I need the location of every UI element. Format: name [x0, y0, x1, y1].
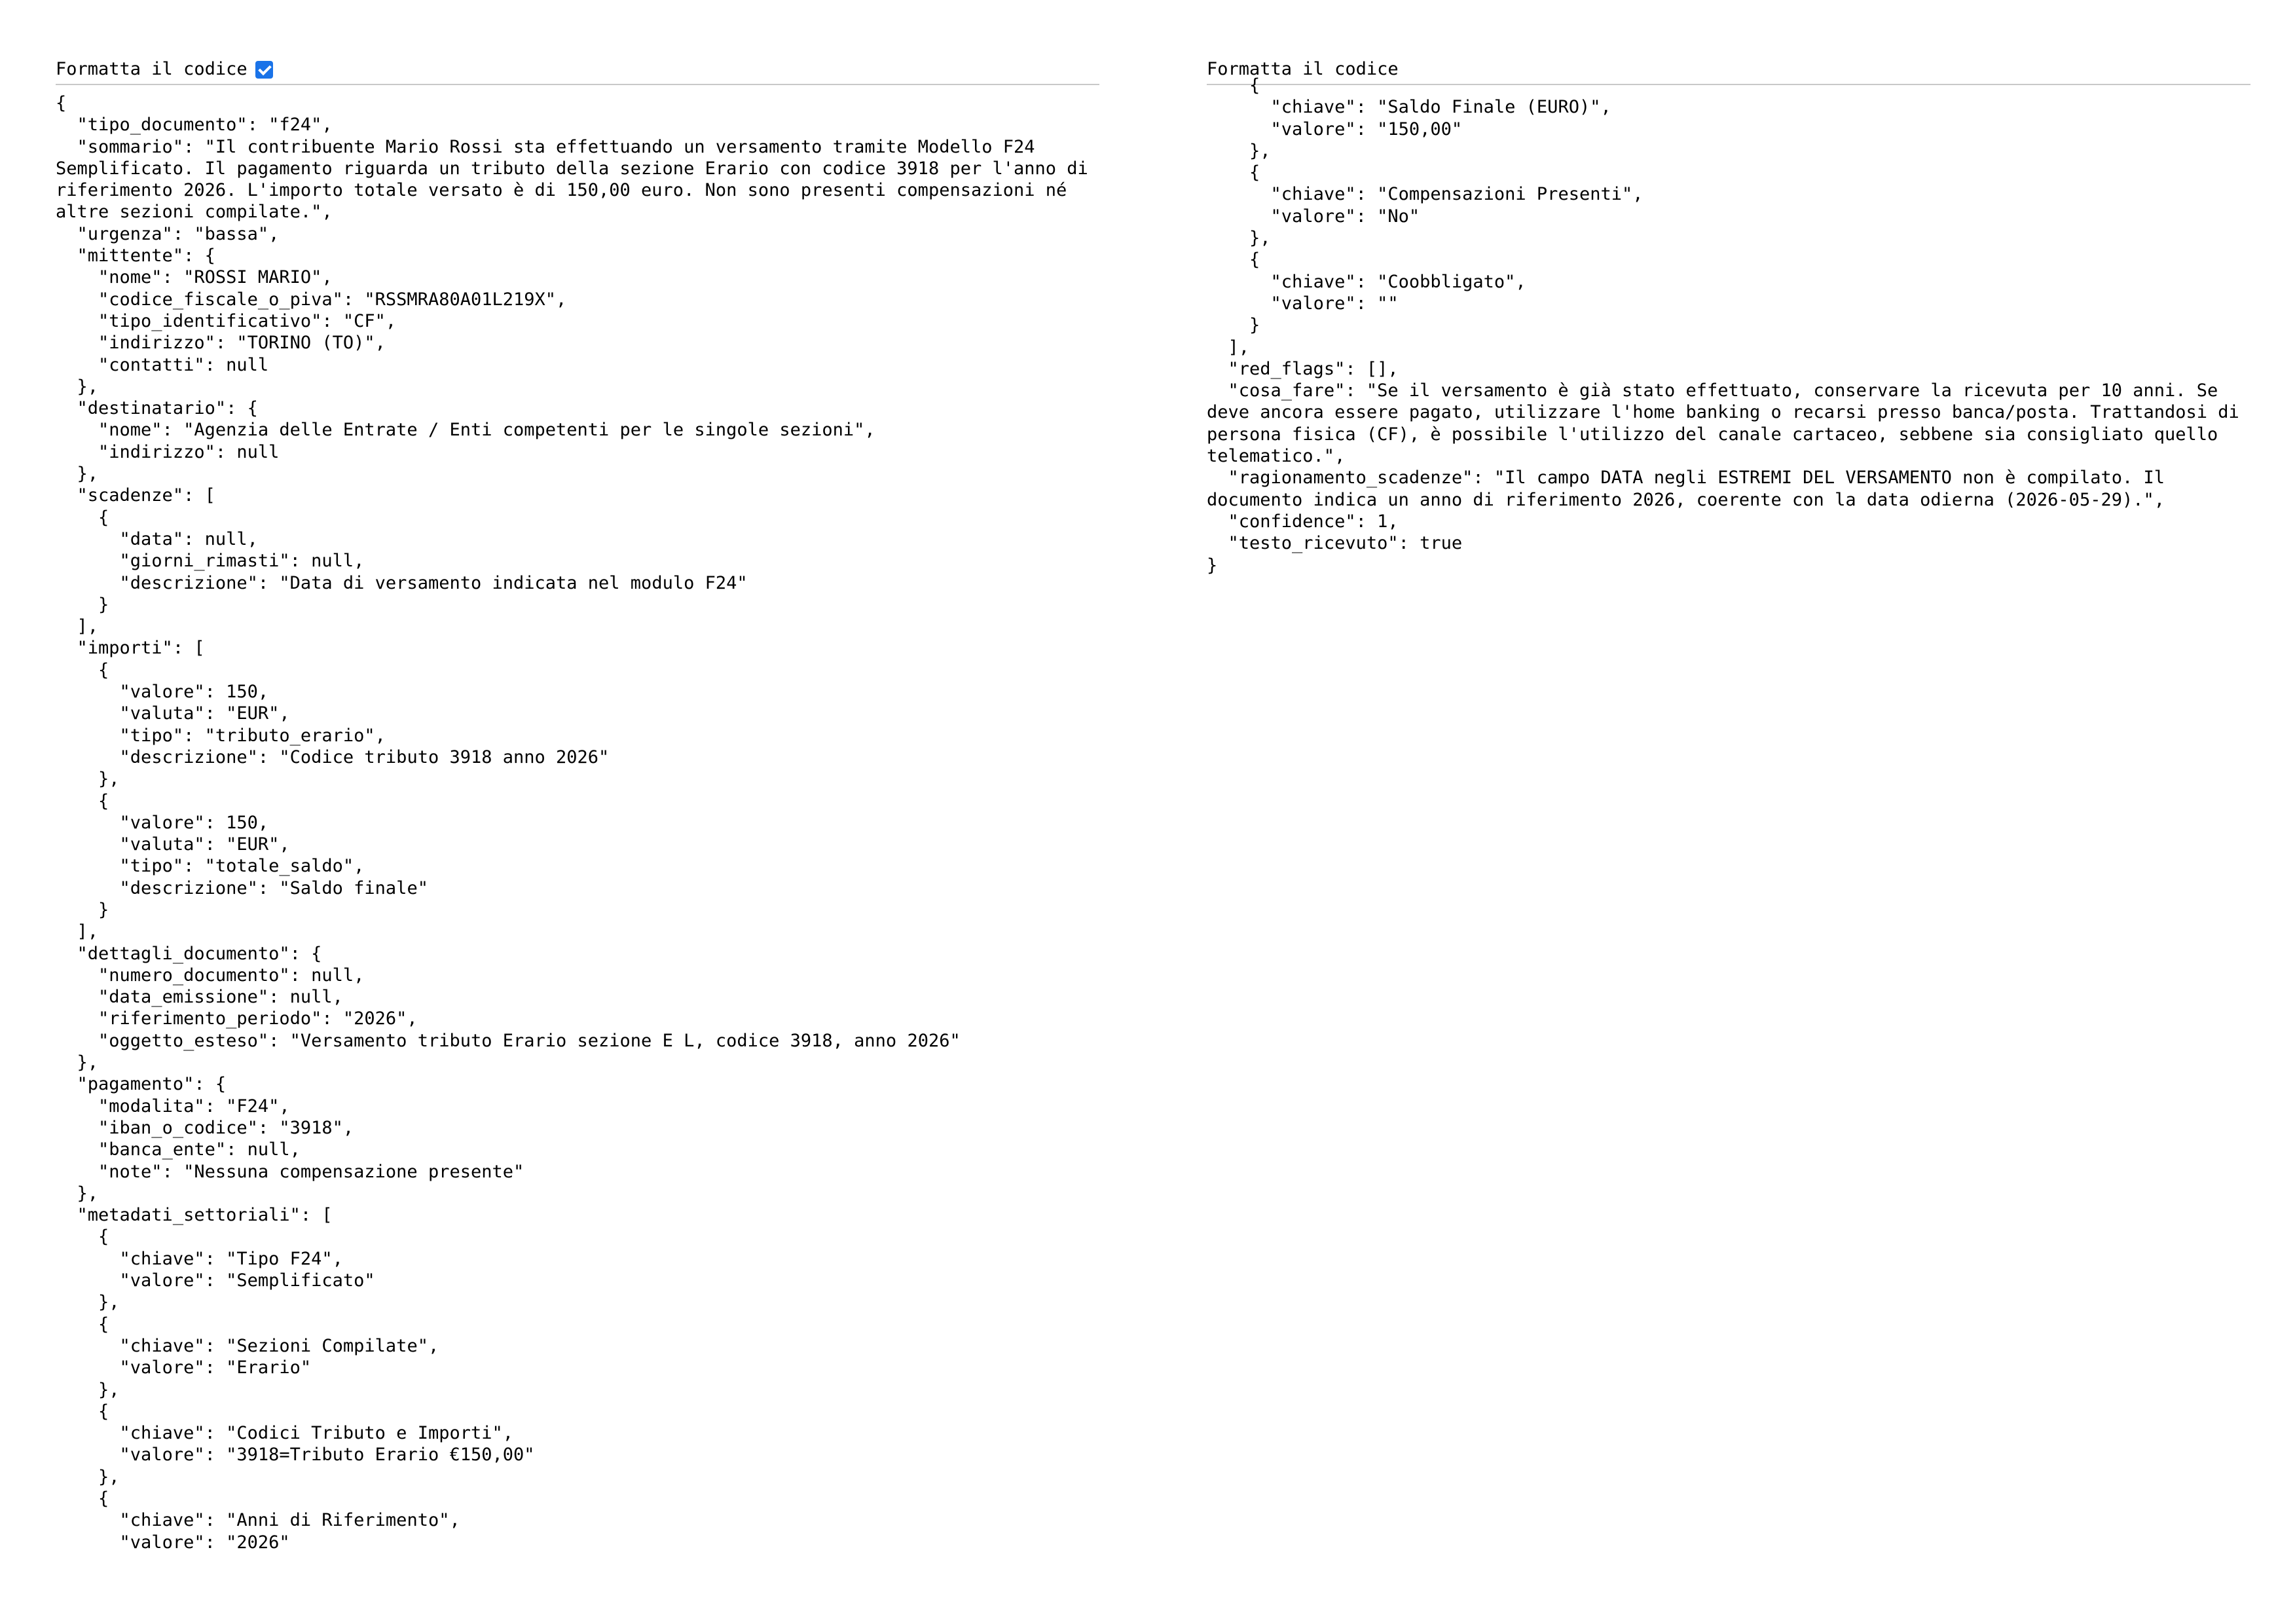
format-code-label: Formatta il codice	[1207, 59, 1399, 79]
json-code-block-left: { "tipo_documento": "f24", "sommario": "Il contribuente Mario Rossi sta effettuando un versamento tramite Modello F24 Semplificato. Il pagamento riguarda un tributo della sezione Erario con codice 3918 per l'anno di riferimento 2026. L'importo totale versato è di 150,00 euro. Non sono presenti compensazioni né altre sezioni compilate.", "urgenza": "bassa", "mittente": { "nome": "ROSSI MARIO", "codice_fiscale_o_piva": "RSSMRA80A01L219X", "tipo_identificativo": "CF", "indirizzo": "TORINO (TO)", "contatti": null }, "destinatario": { "nome": "Agenzia delle Entrate / Enti competenti per le singole sezioni", "indirizzo": null }, "scadenze": [ { "data": null, "giorni_rimasti": null, "descrizione": "Data di versamento indicata nel modulo F24" } ], "importi": [ { "valore": 150, "valuta": "EUR", "tipo": "tributo_erario", "descrizione": "Codice tributo 3918 anno 2026" }, { "valore": 150, "valuta": "EUR", "tipo": "totale_saldo", "descrizione": "Saldo finale" } ], "dettagli_documento": { "numero_documento": null, "data_emissione": null, "riferimento_periodo": "2026", "oggetto_esteso": "Versamento tributo Erario sezione E L, codice 3918, anno 2026" }, "pagamento": { "modalita": "F24", "iban_o_codice": "3918", "banca_ente": null, "note": "Nessuna compensazione presente" }, "metadati_settoriali": [ { "chiave": "Tipo F24", "valore": "Semplificato" }, { "chiave": "Sezioni Compilate", "valore": "Erario" }, { "chiave": "Codici Tributo e Importi", "valore": "3918=Tributo Erario €150,00" }, { "chiave": "Anni di Riferimento", "valore": "2026"	[56, 93, 1088, 1553]
right-code-panel	[1207, 56, 2250, 576]
format-code-checkbox[interactable]	[255, 61, 273, 79]
left-panel-header	[56, 56, 1099, 85]
left-code-panel	[56, 56, 1099, 1553]
json-code-block-right: { "chiave": "Saldo Finale (EURO)", "valore": "150,00" }, { "chiave": "Compensazioni Presenti", "valore": "No" }, { "chiave": "Coobbligato", "valore": "" } ], "red_flags": [], "cosa_fare": "Se il versamento è già stato effettuato, conservare la ricevuta per 10 anni. Se deve ancora essere pagato, utilizzare l'home banking o recarsi presso banca/posta. Trattandosi di persona fisica (CF), è possibile l'utilizzo del canale cartaceo, sebbene sia consigliato quello telematico.", "ragionamento_scadenze": "Il campo DATA negli ESTREMI DEL VERSAMENTO non è compilato. Il documento indica un anno di riferimento 2026, coerente con la data odierna (2026-05-29).", "confidence": 1, "testo_ricevuto": true }	[1207, 75, 2239, 576]
format-code-label: Formatta il codice	[56, 59, 248, 79]
